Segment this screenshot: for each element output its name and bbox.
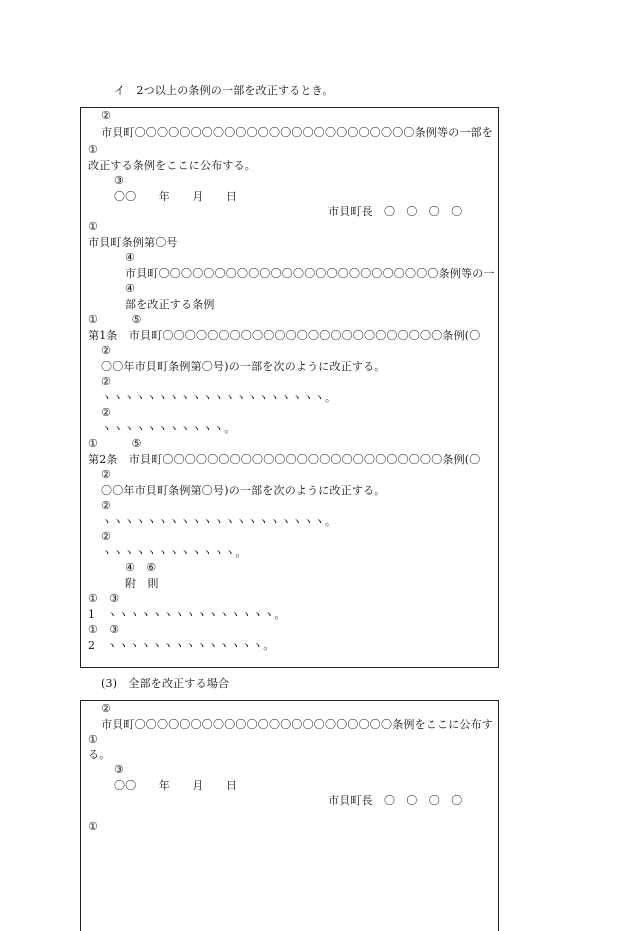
box1-line: 〇〇 年 月 日: [114, 190, 238, 203]
box1-line: ① ③: [88, 592, 120, 605]
box1-line: 改正する条例をここに公布する。: [88, 159, 256, 172]
box1-line: ① ⑤: [88, 437, 142, 450]
box1-line: ①: [88, 143, 99, 156]
heading-full-amend: (3) 全部を改正する場合: [101, 677, 230, 690]
box1-line: ヽヽヽヽヽヽヽヽヽヽヽヽヽヽヽヽヽヽヽヽ。: [101, 391, 337, 404]
box1-line: ②: [101, 468, 112, 481]
box1-line: ④: [125, 251, 136, 264]
box1-line: ①: [88, 220, 99, 233]
template-box-full-amend: [80, 700, 499, 931]
box1-line: ②: [101, 109, 112, 122]
box1-line: ヽヽヽヽヽヽヽヽヽヽヽヽヽヽヽヽヽヽヽヽ。: [101, 515, 337, 528]
box2-line: ①: [88, 820, 99, 833]
box1-line: ②: [101, 406, 112, 419]
box1-line: ④: [125, 282, 136, 295]
box2-line: 〇〇 年 月 日: [114, 779, 238, 792]
box1-line: ヽヽヽヽヽヽヽヽヽヽヽ。: [101, 422, 236, 435]
box1-line: ① ⑤: [88, 313, 142, 326]
box2-line: る。: [88, 748, 111, 761]
box1-line: 附 則: [125, 577, 159, 590]
box1-line: ②: [101, 530, 112, 543]
box1-line: 第1条 市貝町〇〇〇〇〇〇〇〇〇〇〇〇〇〇〇〇〇〇〇〇〇〇〇〇〇条例(〇: [88, 329, 481, 342]
box1-line: ① ③: [88, 623, 120, 636]
box1-line: 市貝町〇〇〇〇〇〇〇〇〇〇〇〇〇〇〇〇〇〇〇〇〇〇〇〇〇条例等の一部を: [101, 126, 493, 139]
box2-line: 市貝町〇〇〇〇〇〇〇〇〇〇〇〇〇〇〇〇〇〇〇〇〇〇〇条例をここに公布す: [101, 718, 493, 731]
box1-line: ③: [114, 174, 125, 187]
box1-line: 市貝町条例第〇号: [88, 236, 178, 249]
box1-line: ヽヽヽヽヽヽヽヽヽヽヽヽ。: [101, 546, 247, 559]
box1-line: 2 ヽヽヽヽヽヽヽヽヽヽヽヽヽヽ。: [88, 639, 275, 652]
heading-partial-amend-multiple: イ 2つ以上の条例の一部を改正するとき。: [114, 84, 334, 97]
box1-line: 1 ヽヽヽヽヽヽヽヽヽヽヽヽヽヽヽ。: [88, 608, 286, 621]
box1-line: 第2条 市貝町〇〇〇〇〇〇〇〇〇〇〇〇〇〇〇〇〇〇〇〇〇〇〇〇〇条例(〇: [88, 453, 481, 466]
box1-line: 〇〇年市貝町条例第〇号)の一部を次のように改正する。: [101, 484, 386, 497]
box1-line: 市貝町〇〇〇〇〇〇〇〇〇〇〇〇〇〇〇〇〇〇〇〇〇〇〇〇〇条例等の一: [125, 267, 495, 280]
box1-line: 市貝町長 〇 〇 〇 〇: [328, 205, 463, 218]
box1-line: 〇〇年市貝町条例第〇号)の一部を次のように改正する。: [101, 360, 386, 373]
box1-line: 部を改正する条例: [125, 298, 215, 311]
box2-line: ③: [114, 763, 125, 776]
box2-line: ②: [101, 702, 112, 715]
box1-line: ④ ⑥: [125, 561, 157, 574]
box1-line: ②: [101, 375, 112, 388]
box1-line: ②: [101, 499, 112, 512]
box2-line: ①: [88, 733, 99, 746]
box1-line: ②: [101, 344, 112, 357]
box2-line: 市貝町長 〇 〇 〇 〇: [328, 794, 463, 807]
